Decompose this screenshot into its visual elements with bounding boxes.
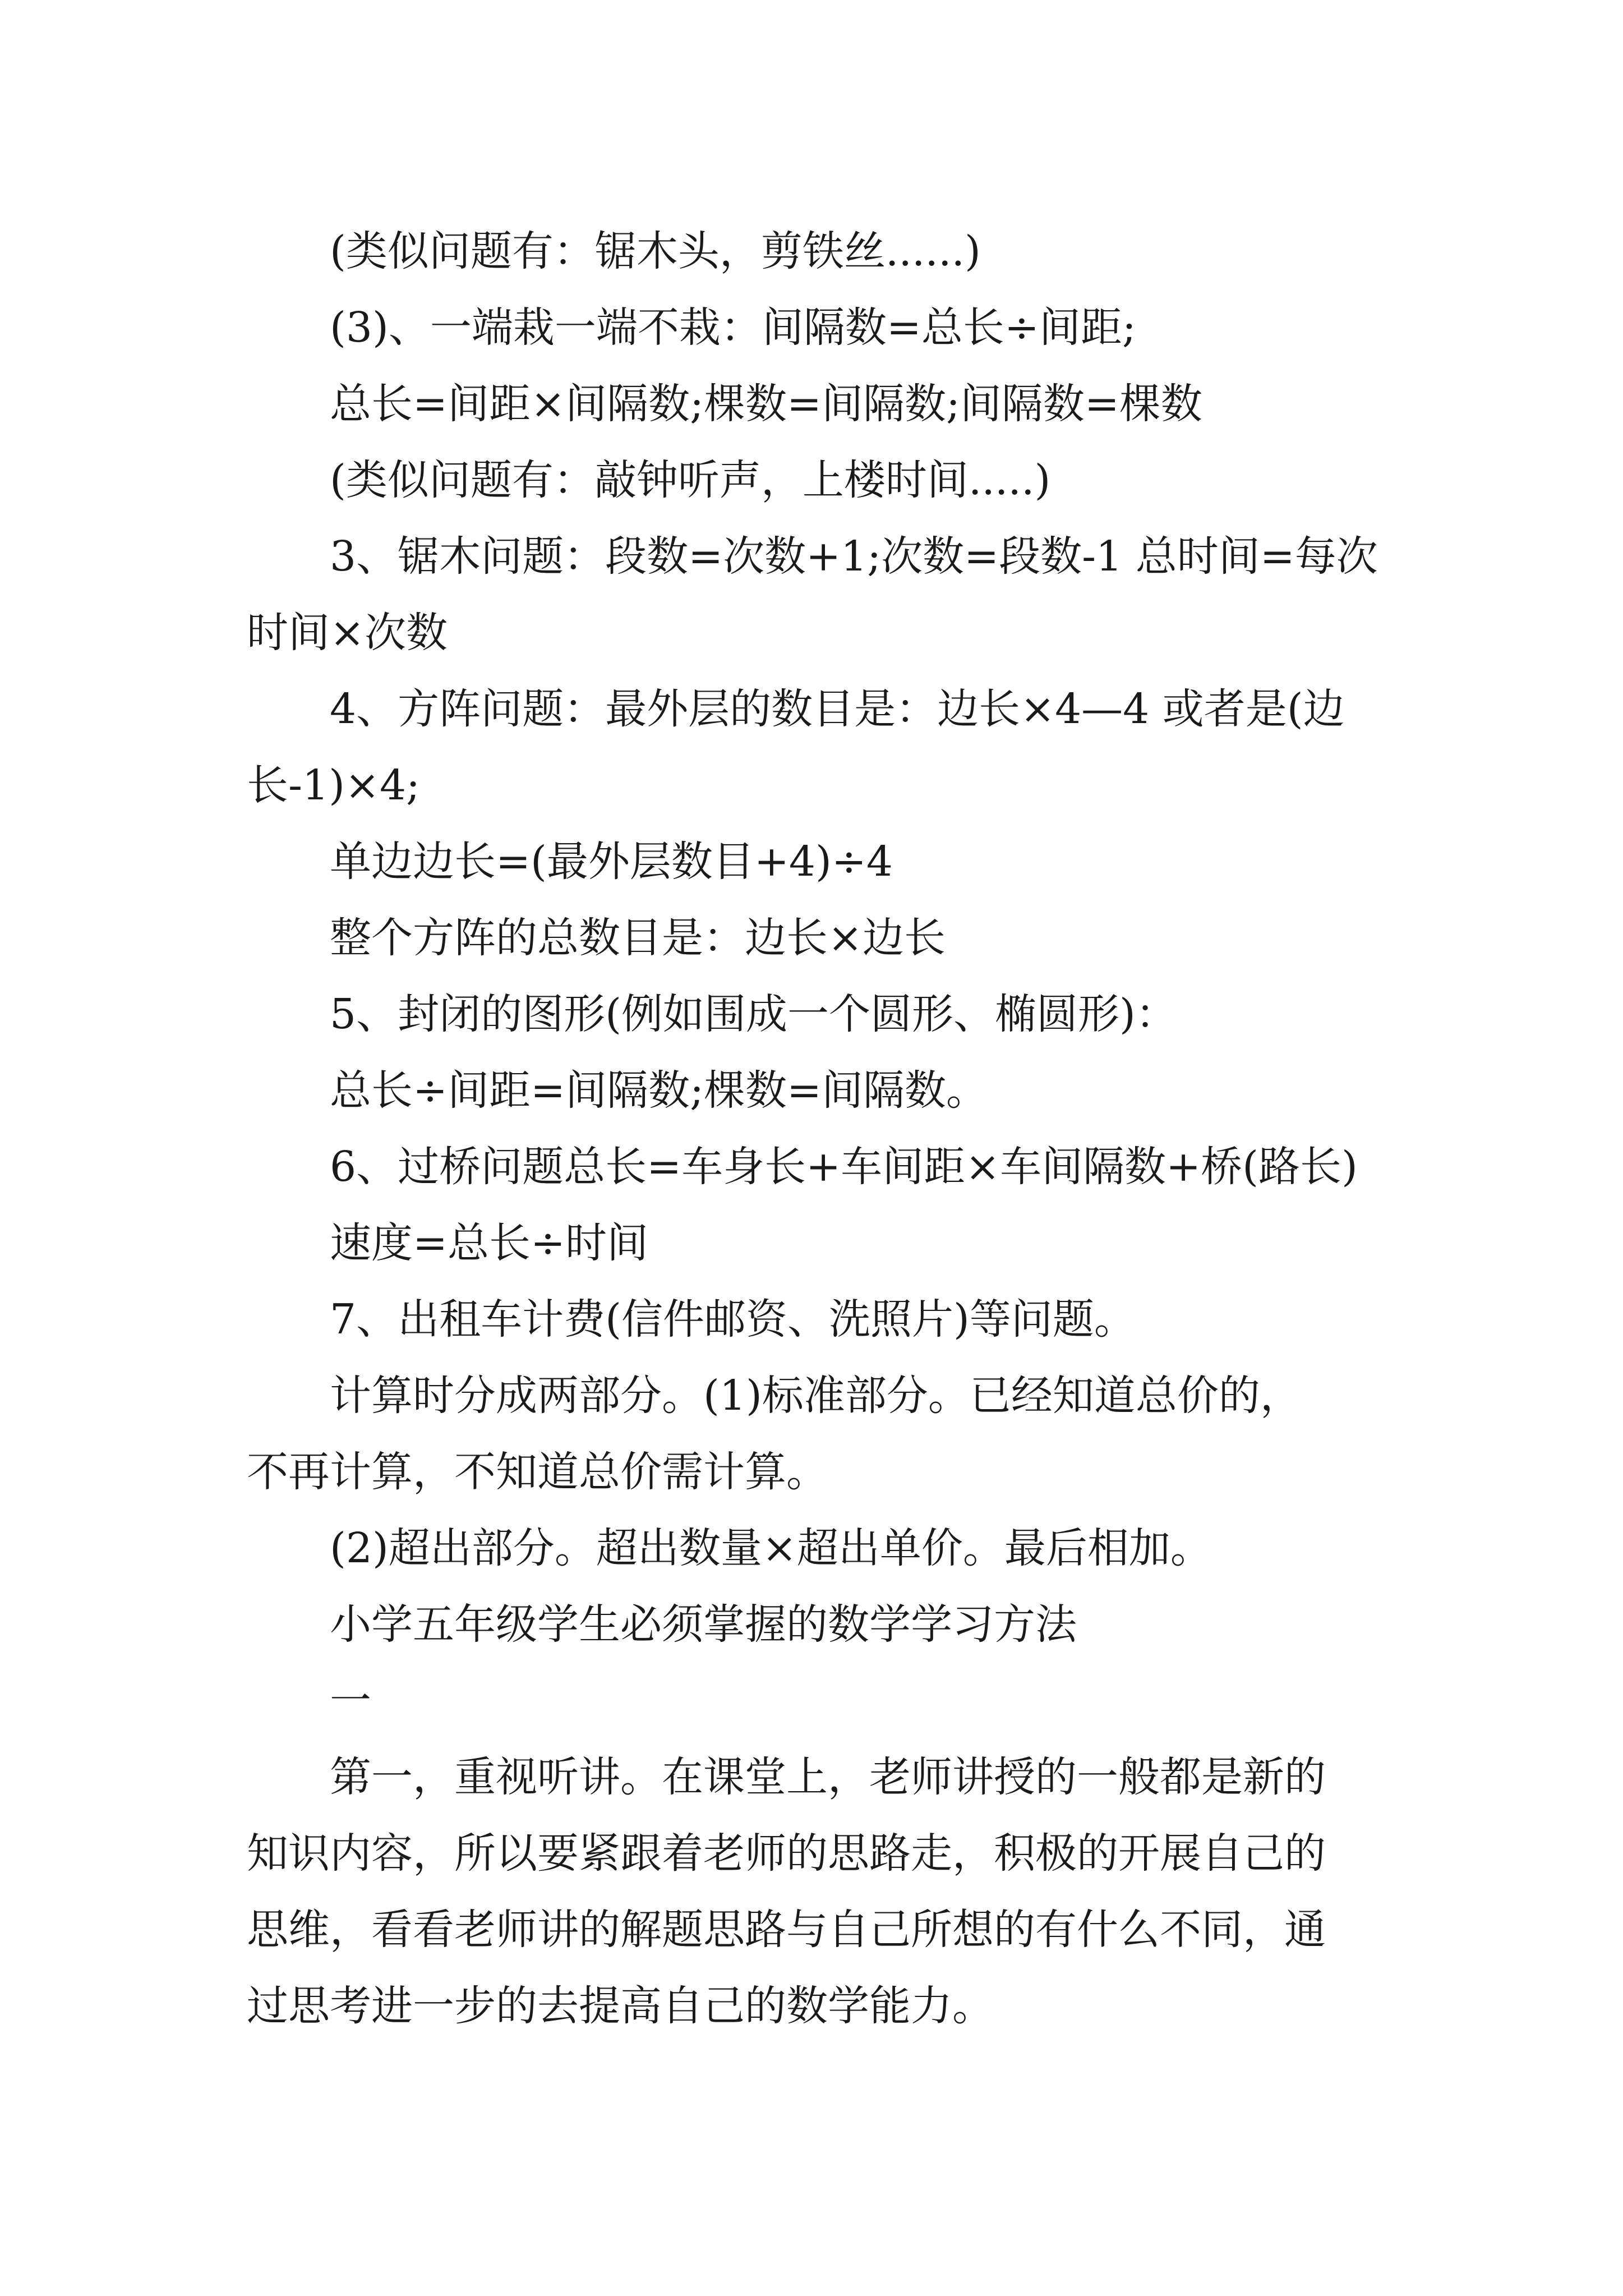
text-line-18: (2)超出部分。超出数量×超出单价。最后相加。 (330, 1524, 1212, 1572)
text-line-23: 思维，看看老师讲的解题思路与自己所想的有什么不同，通 (247, 1906, 1326, 1954)
text-line-11: 5、封闭的图形(例如围成一个圆形、椭圆形)： (330, 990, 1177, 1038)
text-line-7: 4、方阵问题：最外层的数目是：边长×4—4 或者是(边 (330, 685, 1345, 733)
text-line-9: 单边边长=(最外层数目+4)÷4 (330, 838, 893, 886)
text-line-8: 长-1)×4; (247, 761, 420, 809)
document-page (247, 213, 1391, 2044)
text-line-24: 过思考进一步的去提高自己的数学能力。 (247, 1982, 994, 2030)
text-line-14: 速度=总长÷时间 (330, 1219, 649, 1267)
text-line-17: 不再计算，不知道总价需计算。 (247, 1448, 828, 1496)
text-line-16: 计算时分成两部分。(1)标准部分。已经知道总价的， (330, 1372, 1302, 1420)
text-line-1: (类似问题有：锯木头，剪铁丝......) (330, 227, 981, 275)
section-heading: 小学五年级学生必须掌握的数学学习方法 (330, 1600, 1077, 1649)
text-line-22: 知识内容，所以要紧跟着老师的思路走，积极的开展自己的 (247, 1829, 1326, 1878)
text-line-2: (3)、一端栽一端不栽：间隔数=总长÷间距; (330, 303, 1136, 352)
text-line-13: 6、过桥问题总长=车身长+车间距×车间隔数+桥(路长) (330, 1143, 1358, 1191)
text-line-15: 7、出租车计费(信件邮资、洗照片)等问题。 (330, 1295, 1136, 1343)
text-line-5: 3、锯木问题：段数=次数+1;次数=段数-1 总时间=每次 (330, 532, 1378, 581)
text-line-12: 总长÷间距=间隔数;棵数=间隔数。 (330, 1066, 988, 1115)
text-line-6: 时间×次数 (247, 609, 448, 657)
section-number: 一 (330, 1677, 371, 1725)
text-line-3: 总长=间距×间隔数;棵数=间隔数;间隔数=棵数 (330, 380, 1202, 428)
text-line-21: 第一，重视听讲。在课堂上，老师讲授的一般都是新的 (330, 1753, 1326, 1801)
text-line-10: 整个方阵的总数目是：边长×边长 (330, 914, 946, 962)
text-line-4: (类似问题有：敲钟听声，上楼时间.....) (330, 456, 1051, 504)
